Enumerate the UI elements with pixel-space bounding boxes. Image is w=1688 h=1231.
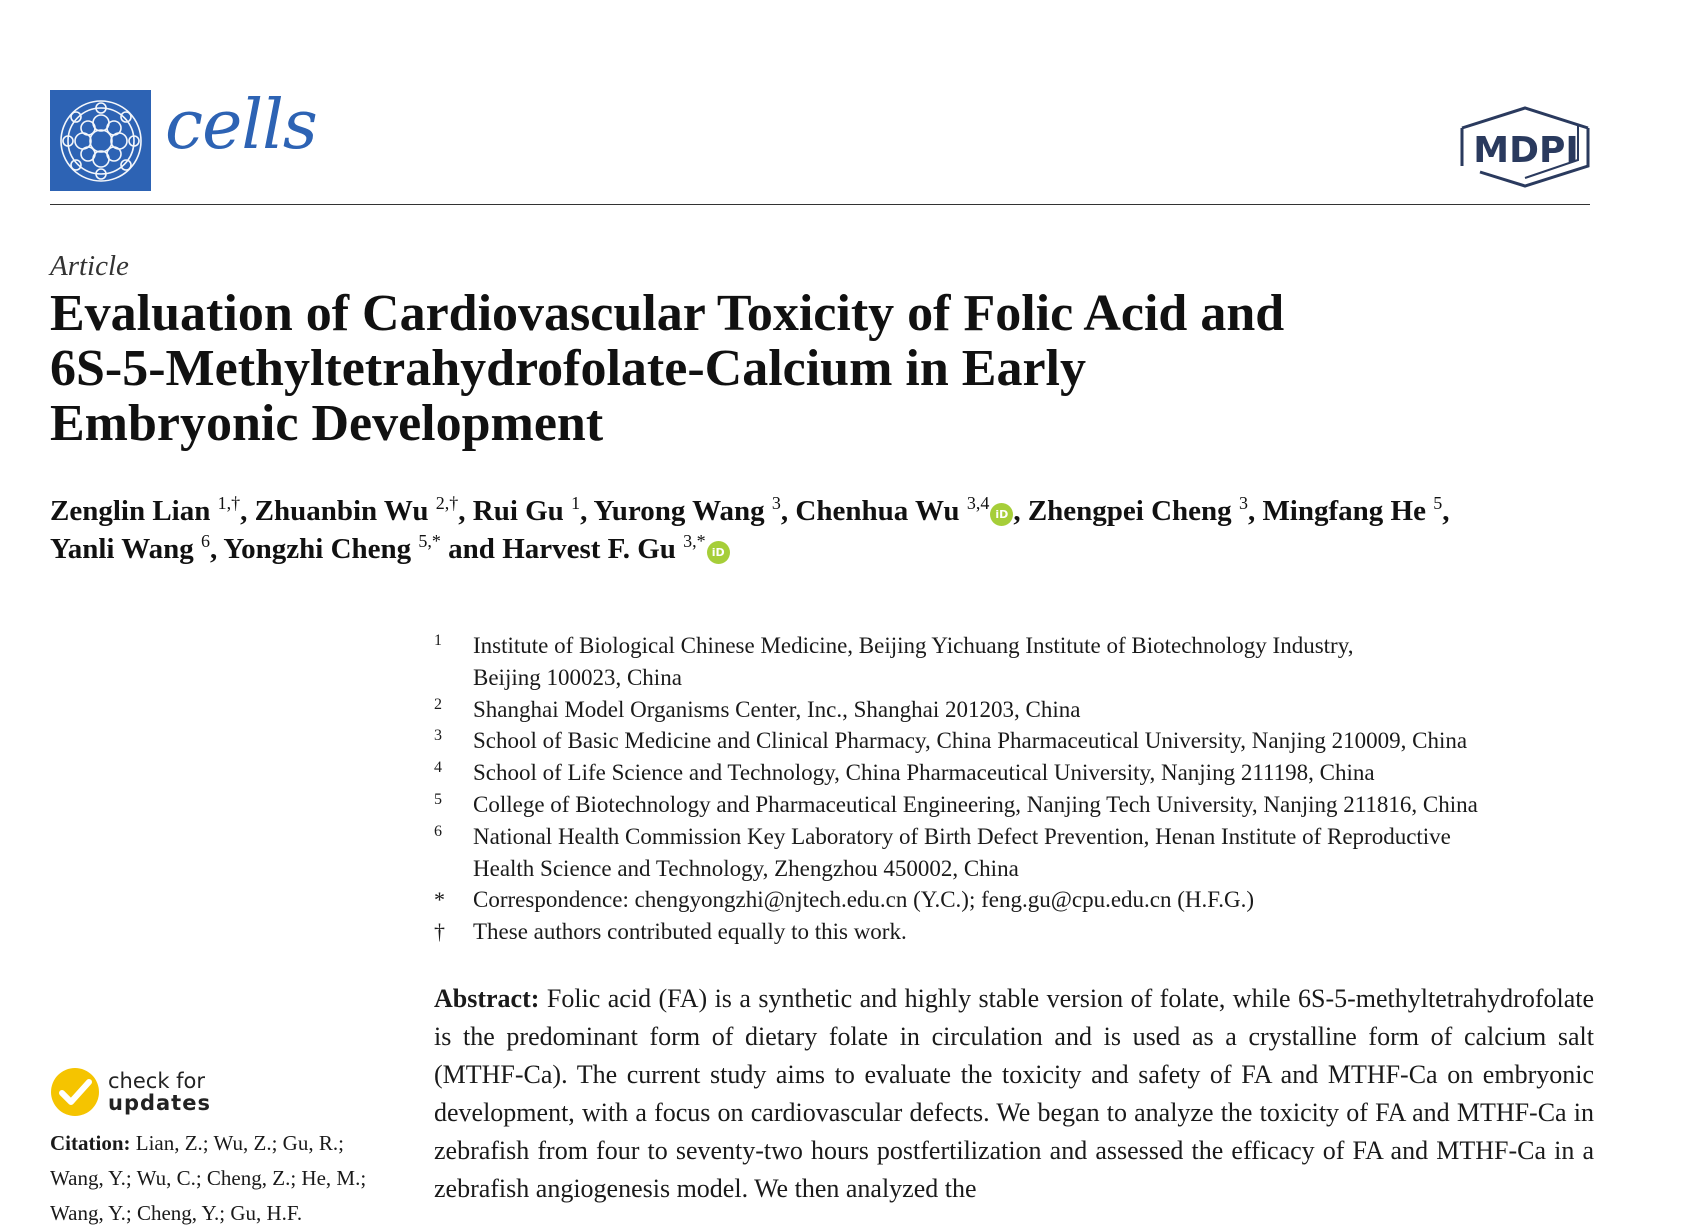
header-divider [50,204,1590,205]
orcid-icon[interactable]: iD [990,503,1013,526]
author-separator: , [209,533,224,565]
author-separator: , [458,495,473,527]
author-name[interactable]: Harvest F. Gu [502,533,676,565]
affiliation-number: 4 [434,759,442,777]
affiliation-number: 3 [434,727,442,745]
citation-label: Citation: [50,1131,131,1155]
checkmark-badge-icon [50,1067,100,1117]
affiliation-item [434,821,1614,885]
article-type: Article [50,250,129,282]
affiliation-text: College of Biotechnology and Pharmaceutical Engineering, Nanjing Tech University, Nanjing 211816, China [473,791,1478,817]
cell-sphere-icon [57,97,145,185]
author-name[interactable]: Mingfang He [1262,495,1426,527]
abstract-text: Folic acid (FA) is a synthetic and highly stable version of folate, while 6S-5-methyltetrahydrofolate is the predominant form of dietary folate in circulation and is used as a crystalline form of calcium salt (MTHF-Ca). The current study aims to evaluate the toxicity and safety of FA and MTHF-Ca on embryonic development, with a focus on cardiovascular defects. We began to analyze the toxicity of FA and MTHF-Ca in zebrafish from four to seventy-two hours postfertilization and assessed the efficacy of FA and MTHF-Ca in a zebrafish angiogenesis model. We then analyzed the [434,984,1595,1203]
author-affiliation-marks: 3,* [683,531,706,551]
abstract [434,980,1594,1208]
article-title [50,286,1450,451]
affiliation-list [434,630,1614,948]
affiliation-text-continued: Beijing 100023, China [473,664,682,690]
author-name[interactable]: Zhengpei Cheng [1027,495,1232,527]
title-line: Embryonic Development [50,395,604,452]
affiliation-number: 5 [434,790,442,808]
affiliation-number: 1 [434,632,442,649]
correspondence-note [434,884,1614,916]
affiliation-item [434,757,1614,789]
correspondence-text[interactable]: Correspondence: chengyongzhi@njtech.edu.cn (Y.C.); feng.gu@cpu.edu.cn (H.F.G.) [473,887,1255,913]
equal-contribution-text: These authors contributed equally to this work. [473,919,907,945]
author-separator: , [580,495,594,527]
author-separator: , [240,495,255,527]
journal-name[interactable]: cells [165,86,317,165]
author-name[interactable]: Rui Gu [472,495,564,527]
orcid-icon[interactable]: iD [707,541,730,564]
author-affiliation-marks: 5 [1433,493,1443,513]
dagger-mark: † [434,919,445,945]
author-name[interactable]: Zenglin Lian [50,495,211,527]
citation-block [50,1126,390,1231]
author-name[interactable]: Zhuanbin Wu [254,495,429,527]
affiliation-text: National Health Commission Key Laboratory of Birth Defect Prevention, Henan Institute of Reproductive [473,823,1451,849]
author-name[interactable]: Yongzhi Cheng [223,533,412,565]
author-affiliation-marks: 2,† [435,493,459,513]
author-separator: , [780,495,796,527]
author-affiliation-marks: 1,† [217,493,241,513]
author-name[interactable]: Chenhua Wu [795,495,960,527]
affiliation-number: 2 [434,695,442,713]
author-affiliation-marks: 3,4 [966,493,990,513]
author-affiliation-marks: 1 [571,493,581,513]
equal-contribution-note [434,916,1614,948]
author-separator: , [1013,495,1028,527]
publisher-logo[interactable] [1460,106,1590,188]
check-for-text: check for [108,1069,206,1093]
journal-header [50,86,1590,205]
affiliation-text: School of Basic Medicine and Clinical Pharmacy, China Pharmaceutical University, Nanjing 210009, China [473,728,1468,754]
author-affiliation-marks: 5,* [418,531,441,551]
journal-logo[interactable] [50,90,151,191]
affiliation-item [434,725,1614,757]
affiliation-item [434,630,1614,694]
correspondence-mark: * [434,887,445,913]
affiliation-text: School of Life Science and Technology, China Pharmaceutical University, Nanjing 211198, China [473,760,1375,786]
author-separator: and [440,533,503,565]
title-line: 6S-5-Methyltetrahydrofolate-Calcium in Early [50,340,1086,397]
author-name[interactable]: Yurong Wang [593,495,765,527]
abstract-label: Abstract: [434,984,540,1013]
affiliation-text: Shanghai Model Organisms Center, Inc., Shanghai 201203, China [473,696,1081,722]
author-affiliation-marks: 6 [200,531,210,551]
author-separator: , [1442,495,1450,527]
author-separator: , [1247,495,1263,527]
publisher-name: MDPI [1473,130,1579,171]
author-name[interactable]: Yanli Wang [50,533,194,565]
author-list [50,492,1610,568]
check-for-updates-badge[interactable] [50,1066,211,1118]
citation-text: Lian, Z.; Wu, Z.; Gu, R.; Wang, Y.; Wu, C.; Cheng, Z.; He, M.; Wang, Y.; Cheng, Y.; Gu, H.F. [50,1131,367,1225]
mdpi-hexagon-logo [1460,106,1590,188]
author-affiliation-marks: 3 [1238,493,1248,513]
updates-text: updates [108,1091,211,1115]
affiliation-text-continued: Health Science and Technology, Zhengzhou 450002, China [473,855,1019,881]
title-line: Evaluation of Cardiovascular Toxicity of Folic Acid and [50,285,1285,342]
affiliation-item [434,694,1614,726]
affiliation-item [434,789,1614,821]
affiliation-number: 6 [434,822,442,840]
author-affiliation-marks: 3 [771,493,781,513]
affiliation-text: Institute of Biological Chinese Medicine, Beijing Yichuang Institute of Biotechnology Industry, [473,633,1354,658]
